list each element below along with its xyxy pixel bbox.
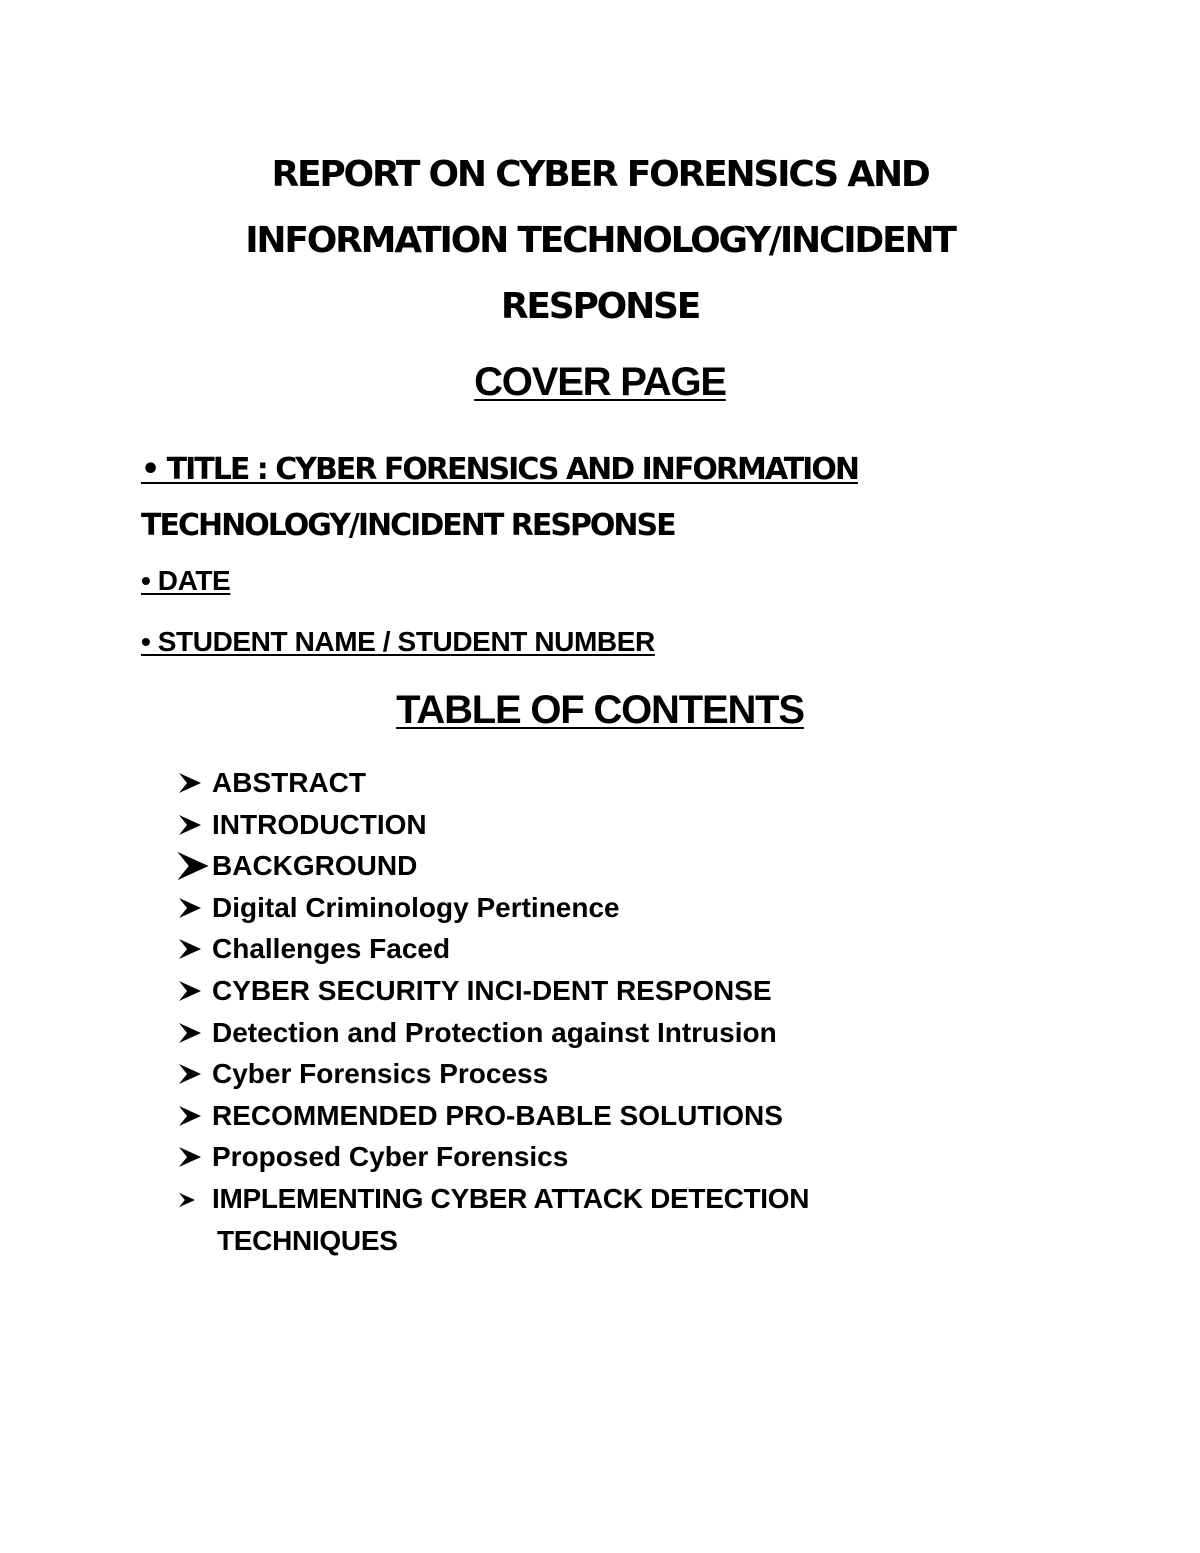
arrow-bullet-icon [176, 845, 212, 887]
toc-item-label: INTRODUCTION [212, 808, 427, 840]
report-title-line: INFORMATION TECHNOLOGY/INCIDENT [245, 220, 955, 261]
report-title-line: RESPONSE [500, 286, 700, 327]
arrow-bullet-icon [176, 1178, 212, 1220]
arrow-bullet-icon [176, 887, 212, 929]
report-title [150, 142, 1050, 340]
toc-item [176, 887, 1076, 929]
toc-item-label: ABSTRACT [212, 767, 366, 798]
arrow-bullet-icon [176, 1095, 212, 1137]
cover-title-line1: • TITLE : CYBER FORENSICS AND INFORMATION [141, 452, 858, 487]
toc-item-label-line1: IMPLEMENTING CYBER ATTACK DETECTION [212, 1182, 810, 1214]
toc-item-label: BACKGROUND [212, 850, 418, 882]
toc-item [176, 1053, 1076, 1095]
cover-title-line2: TECHNOLOGY/INCIDENT RESPONSE [141, 508, 675, 543]
cover-date-field: • DATE [141, 565, 231, 596]
toc-item [176, 1178, 1076, 1261]
arrow-bullet-icon [176, 804, 212, 846]
toc-item [176, 845, 1076, 887]
cover-student-field: • STUDENT NAME / STUDENT NUMBER [141, 626, 655, 657]
table-of-contents-list [176, 762, 1076, 1261]
toc-item [176, 970, 1076, 1012]
toc-item-label: Cyber Forensics Process [212, 1058, 549, 1090]
toc-item [176, 1012, 1076, 1054]
toc-item [176, 1095, 1076, 1137]
toc-item [176, 804, 1076, 846]
toc-item-label [212, 1178, 902, 1261]
cover-page-heading: COVER PAGE [474, 360, 726, 404]
arrow-bullet-icon [176, 762, 212, 804]
arrow-bullet-icon [176, 928, 212, 970]
cover-title-field [141, 442, 858, 554]
table-of-contents-heading: TABLE OF CONTENTS [396, 688, 804, 732]
toc-item-label: RECOMMENDED PRO-BABLE SOLUTIONS [212, 1099, 783, 1131]
toc-item-label: Proposed Cyber Forensics [212, 1141, 569, 1173]
toc-item [176, 762, 1076, 804]
report-title-line: REPORT ON CYBER FORENSICS AND [271, 154, 929, 195]
arrow-bullet-icon [176, 1136, 212, 1178]
arrow-bullet-icon [176, 970, 212, 1012]
toc-item-label-line2: TECHNIQUES [217, 1224, 398, 1256]
toc-item-label: Challenges Faced [212, 933, 451, 965]
toc-item-label: Detection and Protection against Intrusion [212, 1016, 777, 1048]
toc-item [176, 1136, 1076, 1178]
toc-item [176, 928, 1076, 970]
arrow-bullet-icon [176, 1053, 212, 1095]
toc-item-label: CYBER SECURITY INCI-DENT RESPONSE [212, 974, 772, 1006]
arrow-bullet-icon [176, 1012, 212, 1054]
toc-item-label: Digital Criminology Pertinence [212, 891, 620, 923]
